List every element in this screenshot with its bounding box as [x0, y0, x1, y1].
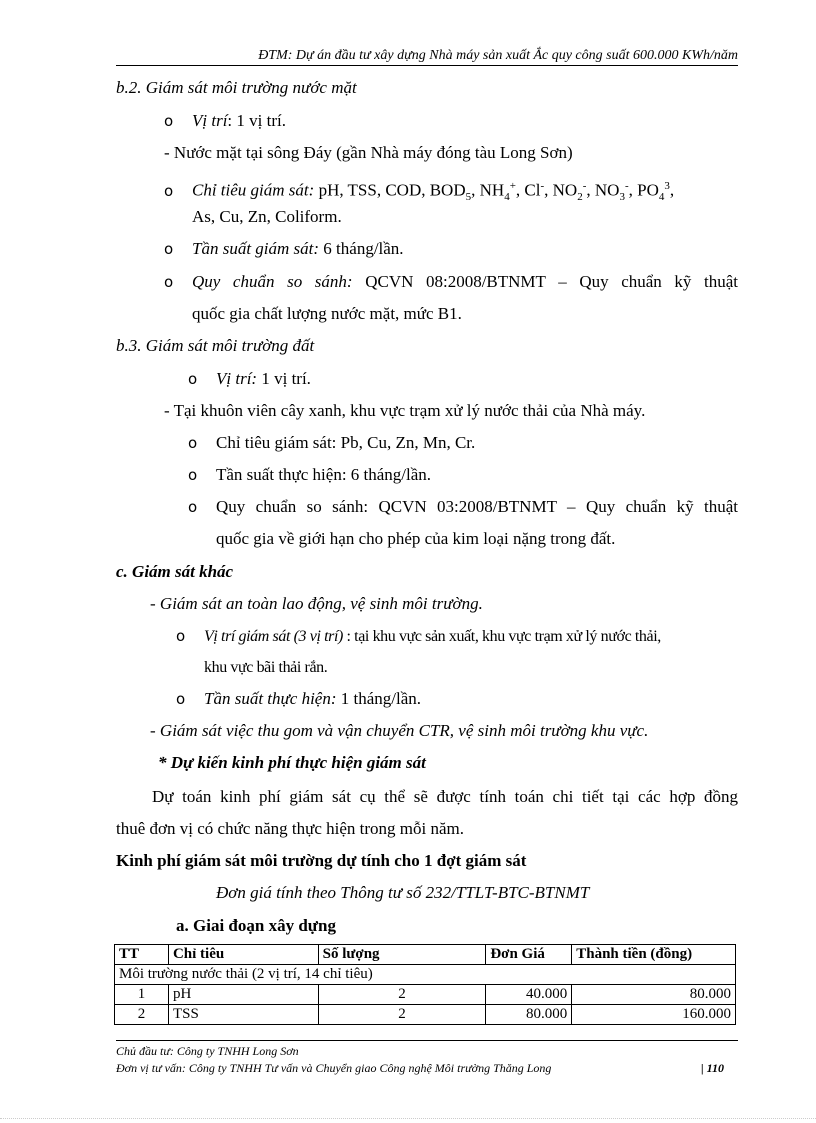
c-location: o Vị trí giám sát (3 vị trí) : tại khu vực sản xuất, khu vực trạm xử lý nước thải,: [176, 627, 661, 645]
section-c-title: c. Giám sát khác: [116, 562, 234, 581]
table-cell: pH: [168, 985, 318, 1005]
table-cell: 160.000: [572, 1005, 736, 1025]
table-cell: 2: [115, 1005, 169, 1025]
budget-heading: Kinh phí giám sát môi trường dự tính cho 1 đợt giám sát: [116, 851, 527, 870]
b2-location-desc: - Nước mặt tại sông Đáy (gần Nhà máy đóng tàu Long Sơn): [164, 143, 573, 162]
table-cell: 80.000: [486, 1005, 572, 1025]
bullet-icon: o: [176, 690, 186, 708]
b3-parameters: o Chỉ tiêu giám sát: Pb, Cu, Zn, Mn, Cr.: [188, 433, 476, 452]
c-item-1: - Giám sát an toàn lao động, vệ sinh môi trường.: [150, 594, 483, 613]
bullet-icon: o: [164, 181, 174, 200]
page-header: ĐTM: Dự án đầu tư xây dựng Nhà máy sản xuất Ắc quy công suất 600.000 KWh/năm: [116, 48, 738, 66]
cost-table: [114, 944, 736, 1025]
footer-investor: Chủ đầu tư: Công ty TNHH Long Sơn: [116, 1044, 299, 1058]
b3-standard-cont: quốc gia về giới hạn cho phép của kim loại nặng trong đất.: [216, 529, 616, 548]
footer-rule: [116, 1040, 738, 1041]
b3-standard: o Quy chuẩn so sánh: QCVN 03:2008/BTNMT – Quy chuẩn kỹ thuật: [188, 497, 738, 516]
table-group-cell: Môi trường nước thải (2 vị trí, 14 chỉ tiêu): [115, 965, 736, 985]
table-header-cell: Số lượng: [318, 945, 486, 965]
table-cell: 2: [318, 1005, 486, 1025]
bullet-icon: o: [188, 370, 198, 388]
b3-location: o Vị trí: 1 vị trí.: [188, 369, 311, 388]
bullet-icon: o: [164, 240, 174, 258]
table-cell: 2: [318, 985, 486, 1005]
table-cell: TSS: [168, 1005, 318, 1025]
table-row: [115, 1005, 736, 1025]
bullet-icon: o: [164, 273, 174, 291]
c-item-2: - Giám sát việc thu gom và vận chuyển CTR, vệ sinh môi trường khu vực.: [150, 721, 649, 740]
bullet-icon: o: [188, 498, 198, 516]
budget-basis: Đơn giá tính theo Thông tư số 232/TTLT-BTC-BTNMT: [216, 883, 590, 902]
b2-frequency: o Tần suất giám sát: 6 tháng/lần.: [164, 239, 404, 258]
table-header-cell: TT: [115, 945, 169, 965]
section-b2-title: b.2. Giám sát môi trường nước mặt: [116, 78, 357, 97]
page-number: | 110: [701, 1061, 724, 1075]
bullet-icon: o: [176, 627, 185, 645]
footer-consultant: Đơn vị tư vấn: Công ty TNHH Tư vấn và Chuyển giao Công nghệ Môi trường Thăng Long | 110: [116, 1061, 724, 1075]
b2-parameters: o Chỉ tiêu giám sát: pH, TSS, COD, $BOD_5$, $NH_4^+$, Cl-, $NO_2^-$, $NO_3^-$, $PO_4^3$,: [164, 180, 675, 204]
b2-standard-cont: quốc gia chất lượng nước mặt, mức B1.: [192, 304, 462, 323]
c-frequency: o Tần suất thực hiện: 1 tháng/lần.: [176, 689, 422, 708]
table-header-cell: Đơn Giá: [486, 945, 572, 965]
page-bottom-border: [0, 1118, 816, 1119]
b3-frequency: o Tần suất thực hiện: 6 tháng/lần.: [188, 465, 432, 484]
phase-heading: a. Giai đoạn xây dựng: [176, 916, 336, 935]
table-header-cell: Chỉ tiêu: [168, 945, 318, 965]
table-header-row: [115, 945, 736, 965]
b2-standard: o Quy chuẩn so sánh: QCVN 08:2008/BTNMT – Quy chuẩn kỹ thuật: [164, 272, 739, 291]
budget-para-1: Dự toán kinh phí giám sát cụ thể sẽ được tính toán chi tiết tại các hợp đồng: [152, 787, 738, 806]
b2-parameters-cont: As, Cu, Zn, Coliform.: [192, 207, 342, 226]
c-location-cont: khu vực bãi thải rắn.: [204, 659, 328, 676]
budget-title: * Dự kiến kinh phí thực hiện giám sát: [158, 753, 426, 772]
section-b3-title: b.3. Giám sát môi trường đất: [116, 336, 315, 355]
table-cell: 80.000: [572, 985, 736, 1005]
table-row: [115, 985, 736, 1005]
b3-location-desc: - Tại khuôn viên cây xanh, khu vực trạm xử lý nước thải của Nhà máy.: [164, 401, 646, 420]
bullet-icon: o: [188, 434, 198, 452]
b2-location: o Vị trí: 1 vị trí.: [164, 111, 286, 130]
table-header-cell: Thành tiền (đồng): [572, 945, 736, 965]
table-cell: 1: [115, 985, 169, 1005]
table-group-row: [115, 965, 736, 985]
budget-para-2: thuê đơn vị có chức năng thực hiện trong mỗi năm.: [116, 819, 464, 838]
bullet-icon: o: [188, 466, 198, 484]
table-cell: 40.000: [486, 985, 572, 1005]
bullet-icon: o: [164, 112, 174, 130]
